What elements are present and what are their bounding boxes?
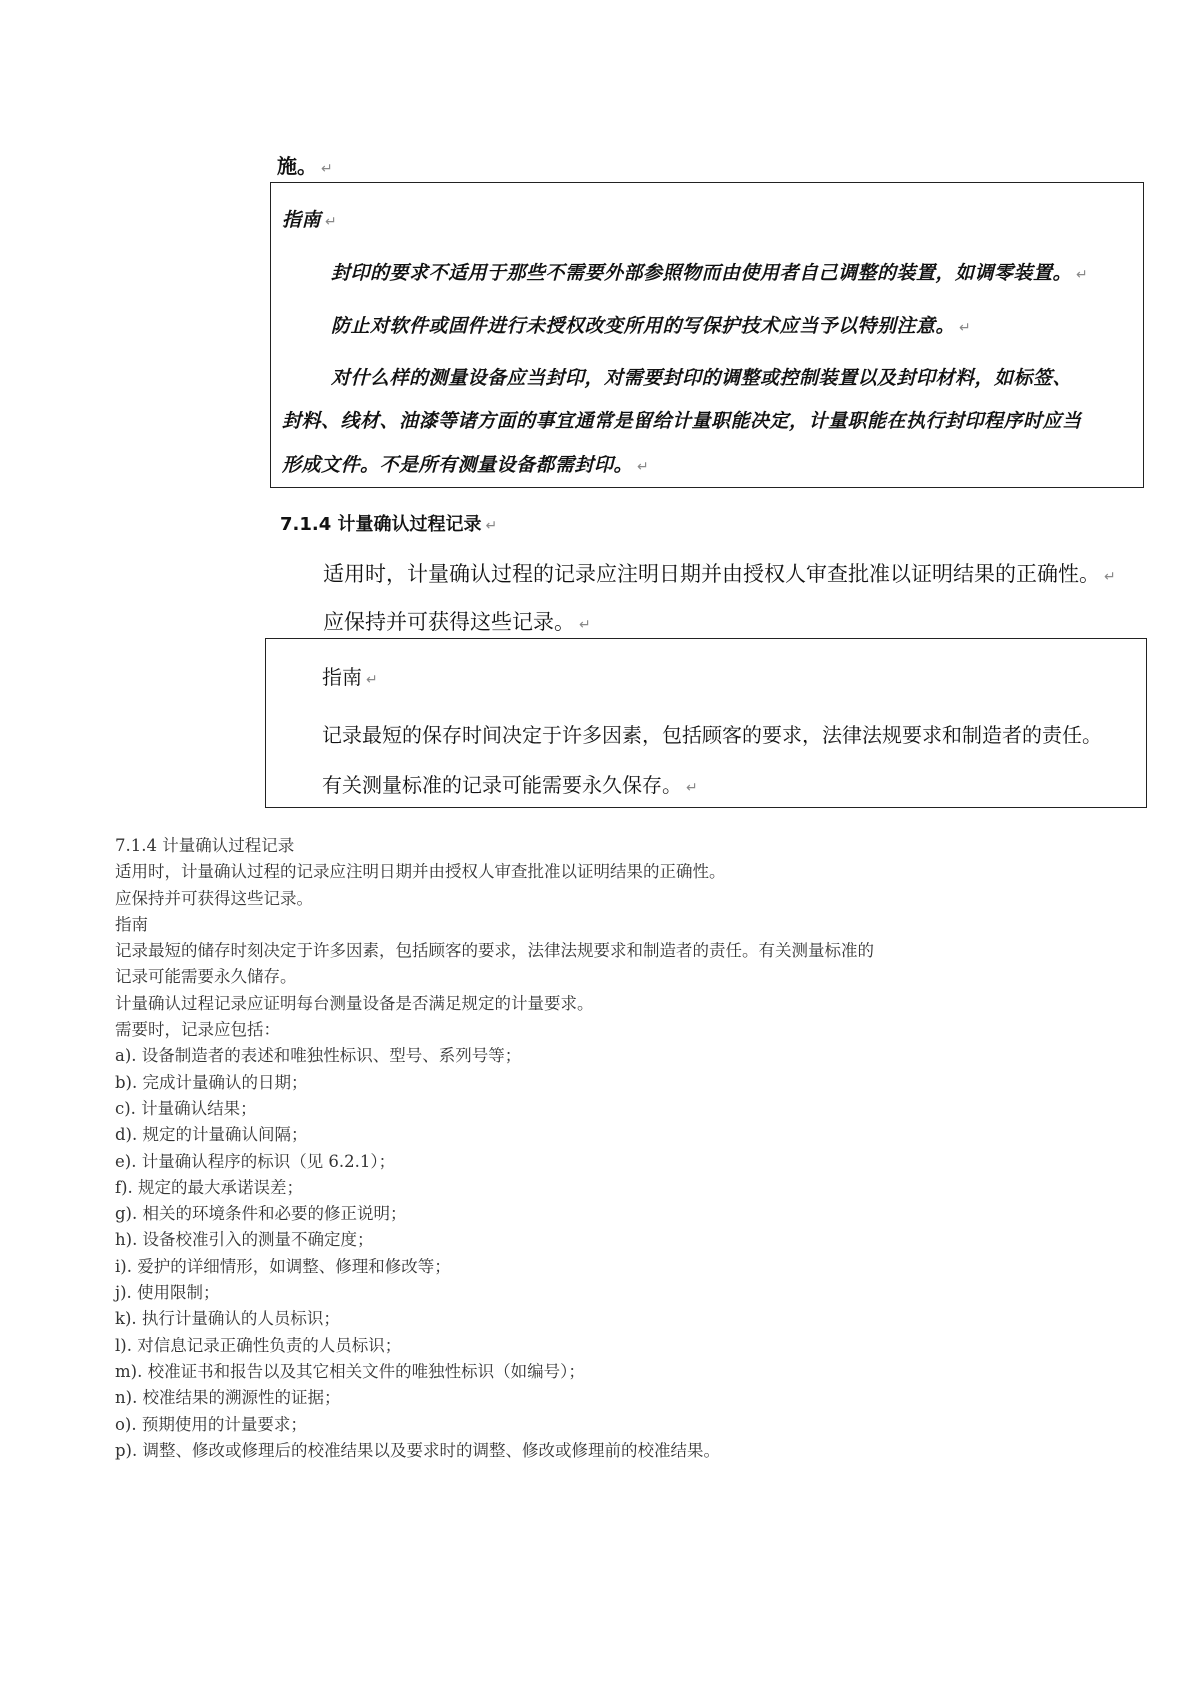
paragraph-mark: ↵ bbox=[321, 161, 333, 177]
guide-line bbox=[282, 450, 649, 477]
guide-line-text: 封印的要求不适用于那些不需要外部参照物而由使用者自己调整的装置，如调零装置。 bbox=[331, 262, 1073, 284]
text-line: 记录可能需要永久储存。 bbox=[115, 967, 297, 987]
guide-line bbox=[322, 769, 698, 798]
fragment-text: 施。 bbox=[277, 154, 317, 178]
guide-line bbox=[331, 363, 1072, 390]
list-item: b). 完成计量确认的日期； bbox=[115, 1072, 308, 1092]
list-item: a). 设备制造者的表述和唯独性标识、型号、系列号等； bbox=[115, 1046, 522, 1066]
list-item: m). 校准证书和报告以及其它相关文件的唯独性标识（如编号）； bbox=[115, 1361, 585, 1381]
text-line: 适用时，计量确认过程的记录应注明日期并由授权人审查批准以证明结果的正确性。 bbox=[115, 862, 726, 882]
guide-line-text: 形成文件。不是所有测量设备都需封印。 bbox=[282, 454, 634, 476]
guide-line bbox=[282, 406, 1082, 433]
text-line: 应保持并可获得这些记录。 bbox=[115, 888, 313, 908]
guide-title-text: 指南 bbox=[282, 209, 322, 231]
list-item: f). 规定的最大承诺误差； bbox=[115, 1177, 304, 1197]
list-item: i). 爱护的详细情形，如调整、修理和修改等； bbox=[115, 1256, 451, 1276]
paragraph-mark: ↵ bbox=[637, 459, 650, 475]
guide-line bbox=[331, 258, 1088, 285]
paragraph-text: 应保持并可获得这些记录。 bbox=[323, 610, 575, 634]
text-line: 需要时，记录应包括： bbox=[115, 1020, 280, 1040]
paragraph-mark: ↵ bbox=[579, 617, 591, 633]
list-item: k). 执行计量确认的人员标识； bbox=[115, 1309, 340, 1329]
list-item: j). 使用限制； bbox=[115, 1283, 220, 1303]
scan-paragraph bbox=[323, 558, 1116, 588]
heading-text: 7.1.4 计量确认过程记录 bbox=[280, 514, 482, 535]
list-item: p). 调整、修改或修理后的校准结果以及要求时的调整、修改或修理前的校准结果。 bbox=[115, 1440, 720, 1460]
text-line: 记录最短的储存时刻决定于许多因素，包括顾客的要求，法律法规要求和制造者的责任。有关测量标准的 bbox=[115, 941, 874, 961]
list-item: c). 计量确认结果； bbox=[115, 1098, 257, 1118]
paragraph-mark: ↵ bbox=[325, 214, 338, 230]
guide-title-text: 指南 bbox=[322, 665, 362, 689]
paragraph-mark: ↵ bbox=[686, 780, 698, 796]
guide-title bbox=[282, 205, 337, 232]
list-item: d). 规定的计量确认间隔； bbox=[115, 1125, 308, 1145]
paragraph-mark: ↵ bbox=[959, 320, 972, 336]
paragraph-mark: ↵ bbox=[366, 672, 378, 688]
guide-box-1 bbox=[270, 182, 1144, 488]
guide-line bbox=[331, 311, 971, 338]
paragraph-mark: ↵ bbox=[1076, 267, 1089, 283]
list-item: n). 校准结果的溯源性的证据； bbox=[115, 1388, 341, 1408]
paragraph-mark: ↵ bbox=[1104, 569, 1116, 585]
list-item: h). 设备校准引入的测量不确定度； bbox=[115, 1230, 374, 1250]
guide-line-text: 记录最短的保存时间决定于许多因素，包括顾客的要求，法律法规要求和制造者的责任。 bbox=[322, 723, 1102, 747]
section-heading-scan bbox=[280, 510, 497, 536]
text-line: 计量确认过程记录应证明每台测量设备是否满足规定的计量要求。 bbox=[115, 993, 594, 1013]
plain-text-section bbox=[115, 833, 1115, 1464]
list-item: o). 预期使用的计量要求； bbox=[115, 1414, 307, 1434]
guide-box-2 bbox=[265, 638, 1147, 808]
guide-line-text: 对什么样的测量设备应当封印，对需要封印的调整或控制装置以及封印材料，如标签、 bbox=[331, 367, 1073, 389]
scan-paragraph bbox=[323, 606, 591, 636]
guide-line bbox=[322, 719, 1102, 748]
guide-title bbox=[322, 661, 378, 690]
sentence-fragment bbox=[277, 150, 333, 179]
text-line: 指南 bbox=[115, 914, 148, 934]
paragraph-mark: ↵ bbox=[485, 518, 498, 534]
list-item: g). 相关的环境条件和必要的修正说明； bbox=[115, 1204, 407, 1224]
section-heading: 7.1.4 计量确认过程记录 bbox=[115, 836, 295, 855]
paragraph-text: 适用时，计量确认过程的记录应注明日期并由授权人审查批准以证明结果的正确性。 bbox=[323, 562, 1100, 586]
guide-line-text: 封料、线材、油漆等诸方面的事宜通常是留给计量职能决定，计量职能在执行封印程序时应当 bbox=[282, 410, 1082, 432]
list-item: e). 计量确认程序的标识（见 6.2.1）； bbox=[115, 1151, 396, 1171]
list-item: l). 对信息记录正确性负责的人员标识； bbox=[115, 1335, 402, 1355]
guide-line-text: 有关测量标准的记录可能需要永久保存。 bbox=[322, 773, 682, 797]
guide-line-text: 防止对软件或固件进行未授权改变所用的写保护技术应当予以特别注意。 bbox=[331, 315, 956, 337]
